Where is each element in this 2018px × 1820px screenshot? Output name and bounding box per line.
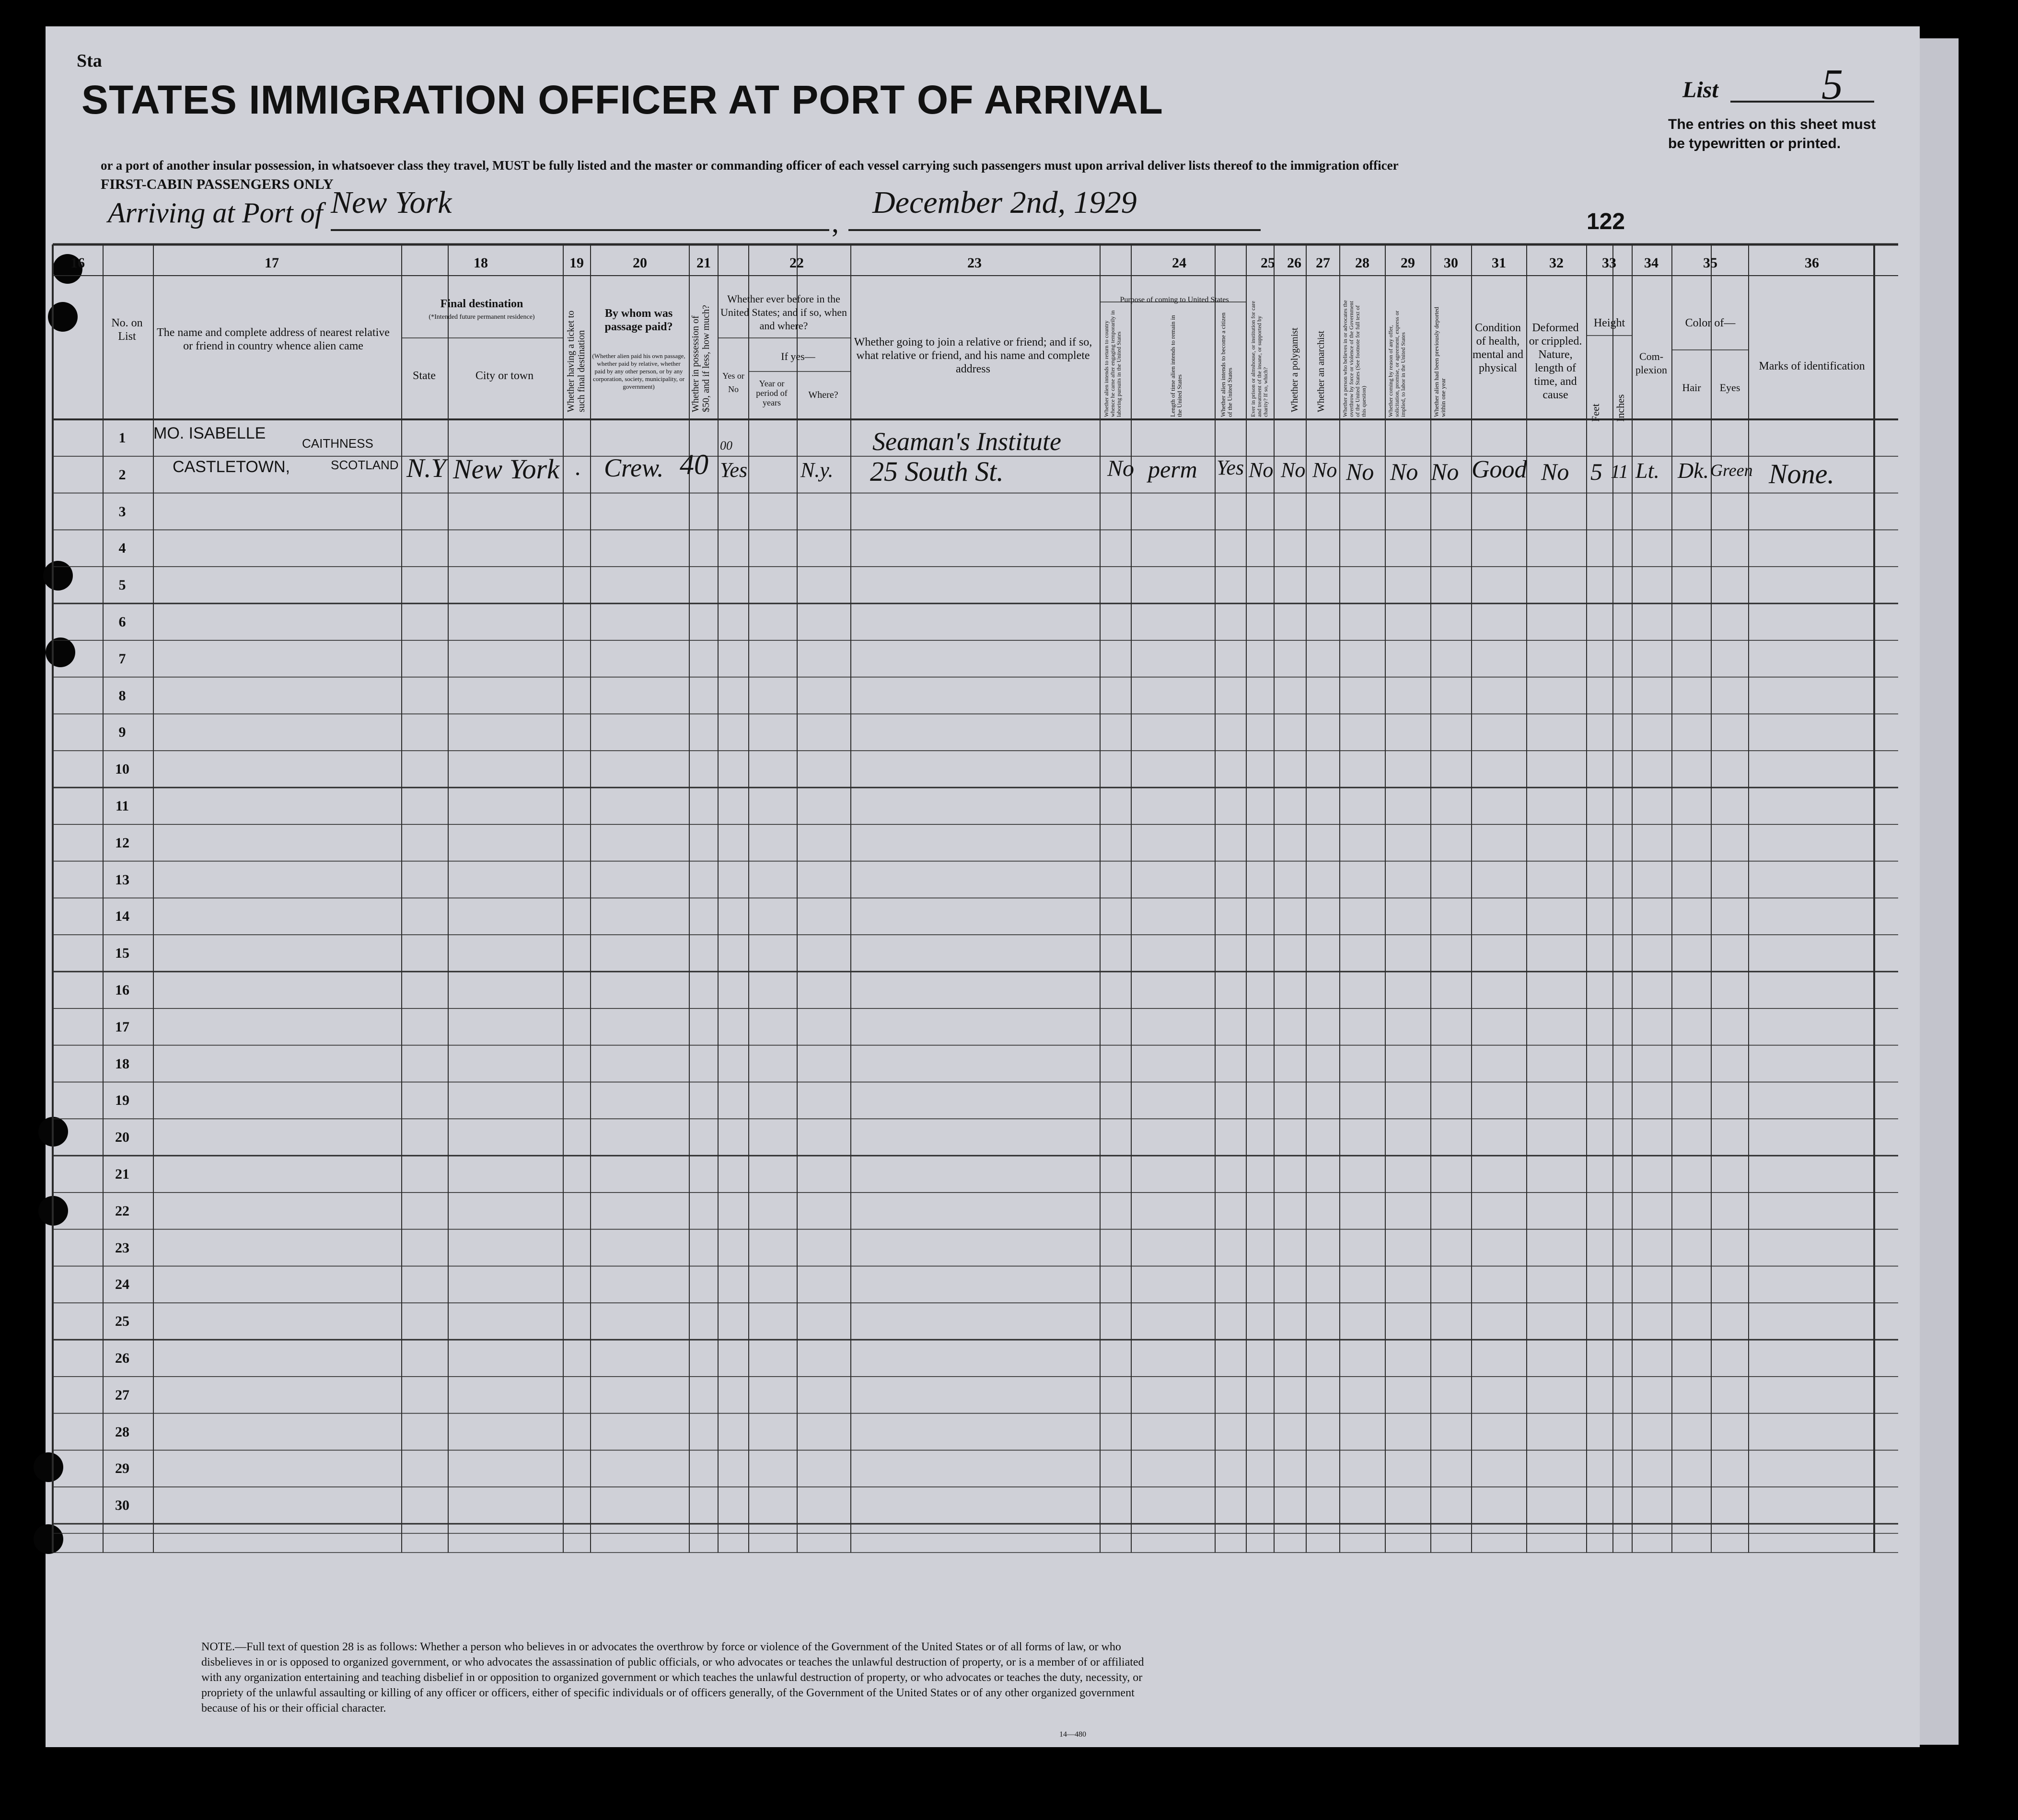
row-number: 12 (115, 835, 129, 851)
row-number: 28 (115, 1424, 129, 1440)
column-number: 34 (1644, 255, 1658, 271)
entry-inches: 11 (1611, 461, 1629, 482)
column-number: 19 (569, 255, 584, 271)
entry-money: 40 (680, 449, 708, 480)
col24c-header: Whether alien intends to become a citizen of the United States (1219, 312, 1233, 417)
column-number: 36 (1805, 255, 1819, 271)
column-number: 29 (1401, 255, 1415, 271)
entry-overthrow: No (1346, 458, 1374, 485)
row-number: 26 (115, 1350, 129, 1366)
col28-header: Whether a person who believes in or advocates the overthrow by force or violence of the Government of the United States (See footnote for full text of this question) (1342, 300, 1367, 417)
column-number: 20 (633, 255, 647, 271)
date-value: December 2nd, 1929 (872, 185, 1137, 220)
column-number: 28 (1355, 255, 1369, 271)
column-number: 22 (789, 255, 804, 271)
column-number: 17 (265, 255, 279, 271)
row-number: 7 (118, 650, 126, 667)
entry-money-cents: 00 (720, 439, 732, 452)
row-number: 22 (115, 1203, 129, 1219)
col33-inches-header: Inches (1614, 394, 1626, 422)
col24a-header: Whether alien intends to return to country whence he came after engaging temporarily in laboring pursuits in the United States (1103, 310, 1122, 417)
col22-yesno-header: Yes or No (722, 371, 744, 394)
row-number: 8 (118, 687, 126, 704)
row-number: 16 (115, 982, 129, 998)
col25-header: Ever in prison or almshouse, or institution for care and treatment of the insane, or supported by charity? If so, which? (1250, 301, 1269, 417)
column-number: 18 (474, 255, 488, 271)
law-statement: or a port of another insular possession, in whatsoever class they travel, MUST be fully listed and the master or commanding officer of each vessel carrying such passengers must upon arrival deliver lists thereof to the immigration officer (101, 158, 1399, 173)
column-number: 21 (696, 255, 711, 271)
column-number: 23 (967, 255, 982, 271)
row-number: 24 (115, 1276, 129, 1293)
col32-header: Deformed or crippled. Nature, length of time, and cause (1529, 322, 1582, 401)
row-number: 17 (115, 1019, 129, 1035)
title-fragment: Sta (77, 51, 102, 71)
entry-passage: Crew. (604, 453, 664, 482)
typewritten-note-line2: be typewritten or printed. (1668, 136, 1841, 151)
row-number: 14 (115, 908, 129, 925)
col35-hair-header: Hair (1682, 382, 1701, 394)
col24b-header: Length of time alien intends to remain in the United States (1169, 315, 1183, 417)
row-number: 15 (115, 945, 129, 962)
row-number: 18 (115, 1055, 129, 1072)
col18-state-header: State (413, 370, 436, 382)
footnote: NOTE.—Full text of question 28 is as follows: Whether a person who believes in or advocates the overthrow by force or violence of the Government of the United States or of all forms of law, or who disbelieves in or is opposed to organized government, or who advocates the assassination of public officials, or who advocates or teaches the unlawful destruction of property, or is a member of or affiliated with any organization entertaining and teaching disbelief in or opposition to organized government or which teaches the unlawful destruction of property, or who advocates or teaches the duty, necessity, or propriety of the unlawful assaulting or killing of any officer or officers, either of specific individuals or of officers generally, of the Government of the United States or of any other organized government because of his or their official character. (201, 1641, 1144, 1715)
col24-title: Purpose of coming to United States (1120, 296, 1229, 304)
entry-length: perm (1148, 456, 1197, 483)
entry-hair: Dk. (1678, 458, 1709, 483)
relative-county: CAITHNESS (302, 436, 373, 451)
relative-town: CASTLETOWN, (173, 458, 290, 476)
entry-join-line2: 25 South St. (870, 456, 1004, 487)
column-number: 26 (1287, 255, 1301, 271)
entry-where: N.y. (800, 458, 834, 482)
column-number: 24 (1172, 255, 1186, 271)
typewritten-note-line1: The entries on this sheet must (1668, 116, 1876, 132)
col18-city-header: City or town (475, 370, 534, 382)
row-number: 3 (118, 503, 126, 520)
page-title: STATES IMMIGRATION OFFICER AT PORT OF ARRIVAL (81, 77, 1163, 122)
entry-labor: No (1390, 458, 1418, 485)
row-number: 20 (115, 1129, 129, 1146)
col22-title: Whether ever before in the United States; and if so, when and where? (720, 293, 847, 332)
row-number: 2 (118, 466, 126, 483)
row-number: 1 (118, 430, 126, 446)
entry-deported: No (1431, 458, 1459, 485)
col36-header: Marks of identification (1759, 360, 1865, 372)
entry-marks: None. (1769, 458, 1834, 489)
entry-citizen: Yes (1217, 456, 1244, 479)
list-label: List (1682, 77, 1718, 103)
row-number: 13 (115, 871, 129, 888)
col23-header: Whether going to join a relative or friend; and if so, what relative or friend, and his name and complete address (854, 336, 1092, 375)
relative-name: MO. ISABELLE (153, 424, 266, 442)
column-number: 32 (1549, 255, 1564, 271)
row-number: 25 (115, 1313, 129, 1330)
col18-subtitle: (*Intended future permanent residence) (429, 313, 535, 321)
entry-deformed: No (1541, 458, 1569, 485)
row-number: 5 (118, 577, 126, 593)
list-number: 5 (1821, 61, 1843, 108)
col16-header: No. on List (111, 317, 143, 343)
col31-header: Condition of health, mental and physical (1473, 322, 1523, 374)
entry-before-us: Yes (720, 458, 748, 482)
form-number: 14—480 (1059, 1730, 1086, 1739)
sheet-number: 122 (1587, 209, 1625, 234)
entry-state: N.Y (406, 453, 446, 483)
col22-where-header: Where? (808, 390, 838, 400)
column-number: 31 (1492, 255, 1506, 271)
column-number: 27 (1316, 255, 1330, 271)
arriving-label: Arriving at Port of (108, 197, 323, 229)
entry-return: No (1107, 456, 1135, 481)
col27-header: Whether an anarchist (1316, 331, 1326, 412)
col20-subtitle: (Whether alien paid his own passage, whether paid by relative, whether paid by any other person, or by any corporation, society, municipality, or government) (592, 352, 685, 390)
row-number: 27 (115, 1387, 129, 1403)
entry-eyes: Green (1710, 461, 1753, 480)
row-number: 6 (118, 614, 126, 630)
column-number: 33 (1602, 255, 1616, 271)
row-number: 30 (115, 1497, 129, 1514)
comma-separator: , (832, 207, 839, 238)
column-number: 30 (1444, 255, 1458, 271)
entry-ticket: . (575, 453, 581, 480)
col22-year-header: Year or period of years (756, 379, 788, 407)
row-number: 4 (118, 540, 126, 556)
col18-title: Final destination (440, 298, 523, 310)
col29-header: Whether coming by reason of any offer, solicitation, promise, or agreement, express or implied, to labor in the United States (1387, 311, 1406, 417)
row-number: 10 (115, 761, 129, 777)
col30-header: Whether alien had been previously deported within one year (1433, 307, 1447, 417)
entry-join-line1: Seaman's Institute (872, 427, 1062, 456)
entry-health: Good (1472, 456, 1527, 483)
column-number: 35 (1703, 255, 1717, 271)
entry-polygamist: No (1281, 458, 1306, 482)
entry-complexion: Lt. (1635, 458, 1659, 483)
relative-country: SCOTLAND (331, 458, 399, 472)
entry-feet: 5 (1590, 458, 1602, 485)
col26-header: Whether a polygamist (1289, 327, 1300, 412)
col33-title: Height (1593, 317, 1625, 329)
port-value: New York (331, 185, 452, 220)
col17-header: The name and complete address of nearest relative or friend in country whence alien came (157, 326, 390, 352)
col35-eyes-header: Eyes (1719, 382, 1740, 394)
column-number: 16 (70, 255, 85, 271)
row-number: 11 (115, 798, 129, 814)
row-number: 29 (115, 1461, 129, 1477)
row-number: 9 (118, 724, 126, 741)
row-number: 19 (115, 1092, 129, 1109)
col35-title: Color of— (1685, 317, 1736, 329)
col19-header: Whether having a ticket to such final destination (566, 310, 587, 412)
col22-ifyes-header: If yes— (781, 350, 815, 362)
col33-feet-header: Feet (1589, 404, 1601, 422)
col20-title: By whom was passage paid? (604, 307, 673, 333)
first-cabin-label: FIRST-CABIN PASSENGERS ONLY (101, 176, 334, 192)
col34-header: Com-plexion (1635, 350, 1667, 376)
entry-prison: No (1249, 458, 1274, 482)
row-number: 23 (115, 1240, 129, 1256)
entry-anarchist: No (1312, 458, 1337, 482)
row-number: 21 (115, 1166, 129, 1182)
entry-city: New York (453, 453, 559, 485)
col21-header: Whether in possession of $50, and if less, how much? (690, 305, 711, 412)
column-number: 25 (1261, 255, 1275, 271)
